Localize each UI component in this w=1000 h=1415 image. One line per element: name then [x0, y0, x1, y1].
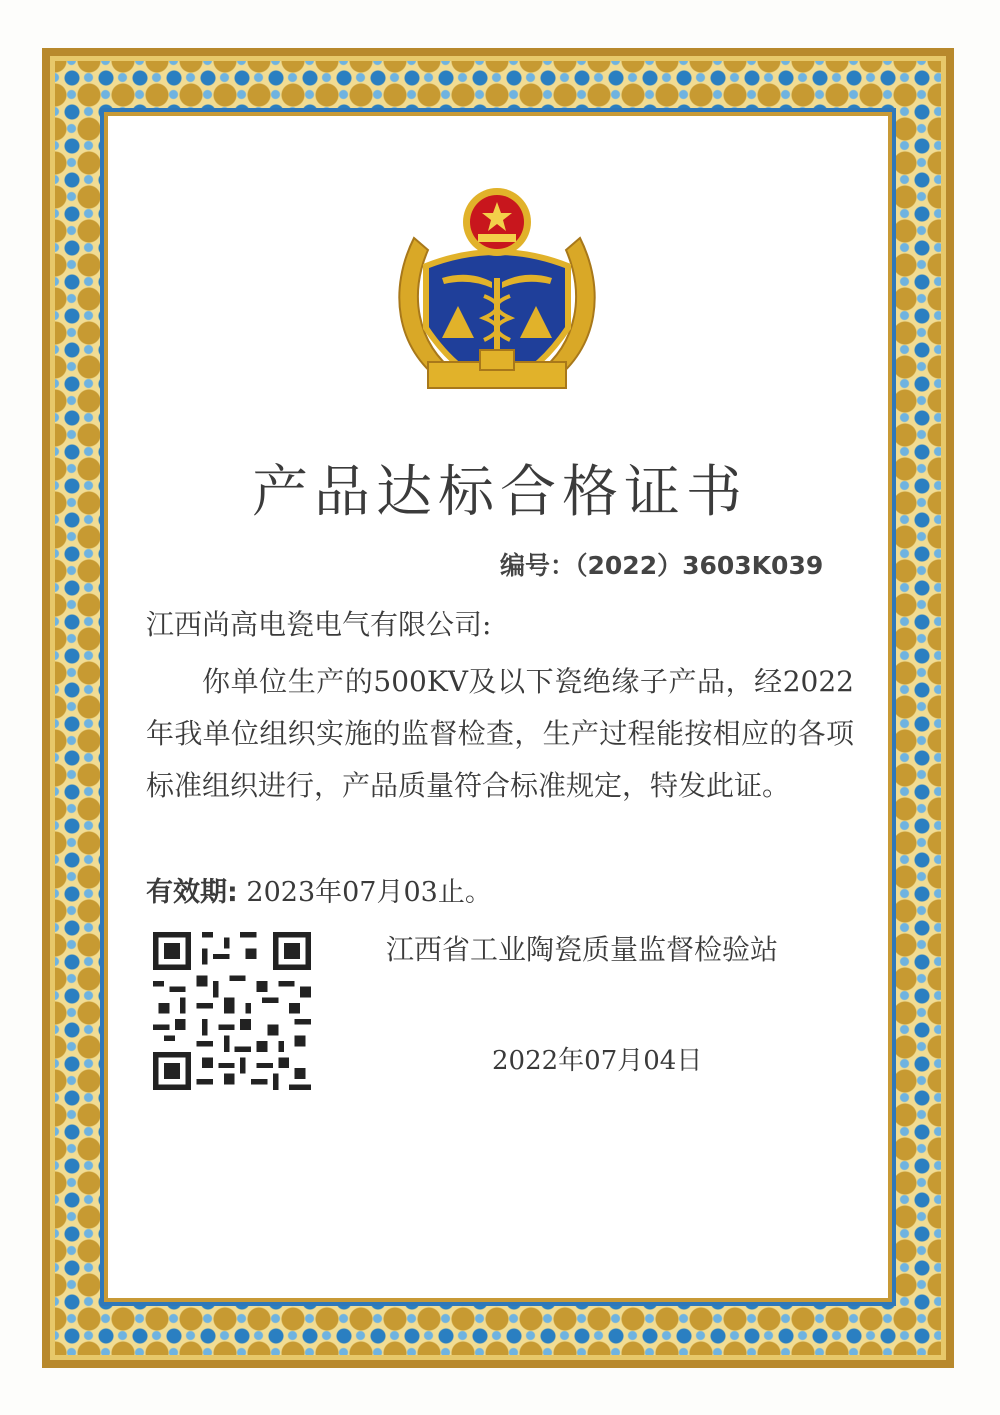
certificate-body-text: 你单位生产的500KV及以下瓷绝缘子产品，经2022年我单位组织实施的监督检查，生产过程能按相应的各项标准组织进行，产品质量符合标准规定，特发此证。 — [146, 665, 854, 802]
issuing-authority: 江西省工业陶瓷质量监督检验站 — [386, 933, 779, 966]
recipient-company: 江西尚高电瓷电气有限公司: — [146, 608, 492, 641]
issue-date: 2022年07月04日 — [492, 1046, 703, 1076]
certificate-number-label: 编号： — [500, 551, 576, 580]
certificate-number-value: （2022）3603K039 — [575, 551, 824, 580]
validity-label: 有效期: — [146, 877, 238, 908]
validity-line — [146, 870, 492, 909]
validity-date: 2023年07月03止。 — [246, 877, 492, 908]
qr-code-icon — [153, 932, 311, 1090]
certificate-title: 产品达标合格证书 — [252, 460, 748, 525]
certificate-number — [500, 546, 823, 582]
quality-supervision-emblem-icon — [384, 178, 610, 408]
